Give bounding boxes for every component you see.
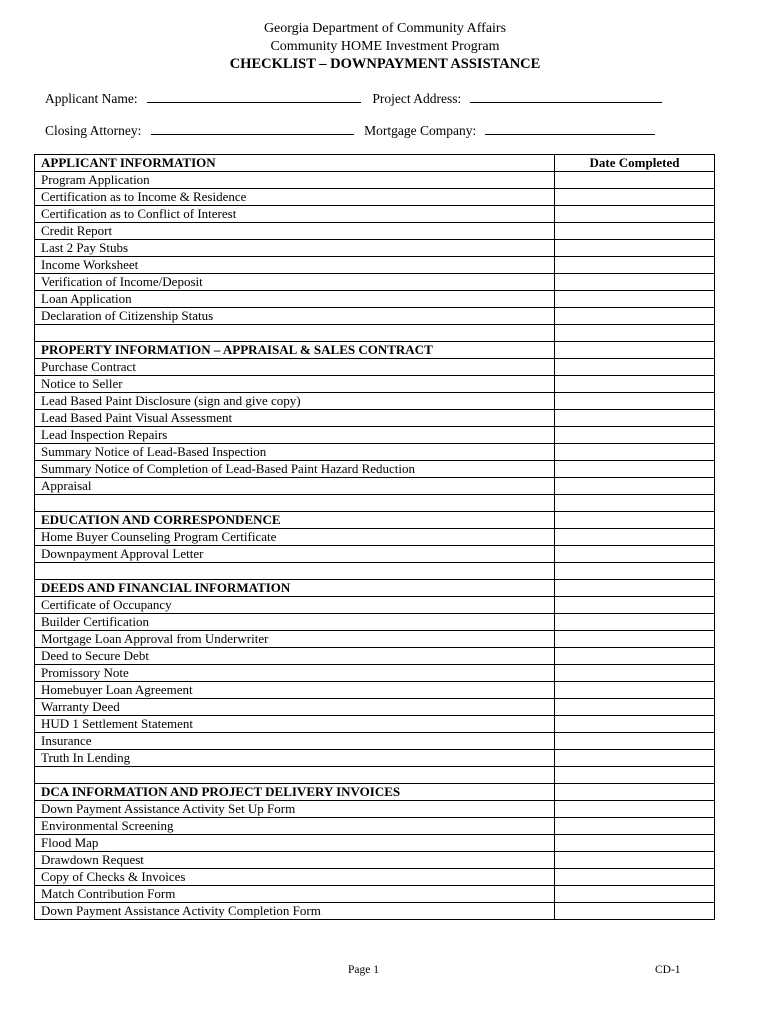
- checklist-item-label: Flood Map: [35, 835, 555, 852]
- checklist-item-label: Income Worksheet: [35, 257, 555, 274]
- checklist-item-row: [35, 240, 715, 257]
- checklist-item-row: [35, 682, 715, 699]
- checklist-item-row: [35, 172, 715, 189]
- date-completed-cell[interactable]: [555, 733, 715, 750]
- checklist-item-label: Loan Application: [35, 291, 555, 308]
- blank-cell[interactable]: [35, 325, 555, 342]
- checklist-item-label: Builder Certification: [35, 614, 555, 631]
- date-completed-cell[interactable]: [555, 886, 715, 903]
- date-completed-cell[interactable]: [555, 172, 715, 189]
- checklist-item-row: [35, 189, 715, 206]
- section-header-row: [35, 342, 715, 359]
- section-title: EDUCATION AND CORRESPONDENCE: [35, 512, 555, 529]
- checklist-item-row: [35, 478, 715, 495]
- section-header-row: [35, 512, 715, 529]
- date-completed-cell[interactable]: [555, 529, 715, 546]
- checklist-item-label: Environmental Screening: [35, 818, 555, 835]
- date-completed-cell[interactable]: [555, 869, 715, 886]
- checklist-item-row: [35, 359, 715, 376]
- date-completed-cell[interactable]: [555, 682, 715, 699]
- checklist-item-label: Home Buyer Counseling Program Certificate: [35, 529, 555, 546]
- blank-cell[interactable]: [35, 563, 555, 580]
- checklist-item-row: [35, 699, 715, 716]
- closing-attorney-label: Closing Attorney:: [45, 123, 142, 138]
- closing-attorney-field[interactable]: [151, 122, 354, 135]
- project-address-label: Project Address:: [372, 91, 462, 106]
- applicant-name-field[interactable]: [147, 90, 361, 103]
- date-completed-cell[interactable]: [555, 648, 715, 665]
- checklist-item-label: Declaration of Citizenship Status: [35, 308, 555, 325]
- header-line-program: Community HOME Investment Program: [270, 39, 500, 54]
- section-title: DCA INFORMATION AND PROJECT DELIVERY INVOICES: [35, 784, 555, 801]
- checklist-item-label: Promissory Note: [35, 665, 555, 682]
- checklist-item-row: [35, 444, 715, 461]
- checklist-item-label: Credit Report: [35, 223, 555, 240]
- checklist-item-row: [35, 631, 715, 648]
- checklist-item-row: [35, 461, 715, 478]
- blank-row: [35, 325, 715, 342]
- checklist-item-row: [35, 750, 715, 767]
- checklist-item-row: [35, 410, 715, 427]
- checklist-item-label: Appraisal: [35, 478, 555, 495]
- checklist-item-row: [35, 852, 715, 869]
- checklist-item-row: [35, 427, 715, 444]
- date-completed-cell[interactable]: [555, 563, 715, 580]
- checklist-item-label: Match Contribution Form: [35, 886, 555, 903]
- checklist-item-row: [35, 257, 715, 274]
- date-completed-cell[interactable]: [555, 410, 715, 427]
- page-number: Page 1: [348, 964, 379, 976]
- checklist-item-row: [35, 529, 715, 546]
- date-completed-cell[interactable]: [555, 512, 715, 529]
- checklist-item-row: [35, 308, 715, 325]
- checklist-item-label: Lead Based Paint Visual Assessment: [35, 410, 555, 427]
- checklist-item-label: Lead Based Paint Disclosure (sign and give copy): [35, 393, 555, 410]
- date-completed-cell[interactable]: [555, 376, 715, 393]
- checklist-item-label: Certification as to Conflict of Interest: [35, 206, 555, 223]
- checklist-item-row: [35, 223, 715, 240]
- date-completed-cell[interactable]: [555, 699, 715, 716]
- date-completed-cell[interactable]: [555, 767, 715, 784]
- date-completed-cell[interactable]: [555, 580, 715, 597]
- checklist-item-label: Last 2 Pay Stubs: [35, 240, 555, 257]
- applicant-row: [45, 90, 662, 107]
- date-completed-cell[interactable]: [555, 835, 715, 852]
- checklist-item-label: Notice to Seller: [35, 376, 555, 393]
- date-completed-cell[interactable]: [555, 291, 715, 308]
- checklist-item-label: Summary Notice of Lead-Based Inspection: [35, 444, 555, 461]
- checklist-item-row: [35, 291, 715, 308]
- checklist-item-row: [35, 376, 715, 393]
- date-completed-cell[interactable]: [555, 614, 715, 631]
- checklist-item-label: Certificate of Occupancy: [35, 597, 555, 614]
- checklist-item-row: [35, 869, 715, 886]
- checklist-item-label: Purchase Contract: [35, 359, 555, 376]
- date-completed-cell[interactable]: [555, 444, 715, 461]
- applicant-name-label: Applicant Name:: [45, 91, 138, 106]
- date-completed-cell[interactable]: [555, 257, 715, 274]
- date-completed-cell[interactable]: [555, 546, 715, 563]
- checklist-item-label: Down Payment Assistance Activity Set Up Form: [35, 801, 555, 818]
- date-completed-cell[interactable]: [555, 665, 715, 682]
- checklist-item-label: Downpayment Approval Letter: [35, 546, 555, 563]
- date-completed-cell[interactable]: [555, 461, 715, 478]
- section-title: PROPERTY INFORMATION – APPRAISAL & SALES CONTRACT: [35, 342, 555, 359]
- checklist-item-label: Summary Notice of Completion of Lead-Based Paint Hazard Reduction: [35, 461, 555, 478]
- date-completed-cell[interactable]: [555, 784, 715, 801]
- checklist-item-row: [35, 648, 715, 665]
- checklist-item-row: [35, 733, 715, 750]
- section-header-row: [35, 784, 715, 801]
- date-completed-cell[interactable]: [555, 750, 715, 767]
- attorney-row: [45, 122, 655, 139]
- checklist-item-row: [35, 835, 715, 852]
- checklist-table: [34, 154, 715, 920]
- checklist-item-row: [35, 665, 715, 682]
- date-completed-cell[interactable]: [555, 801, 715, 818]
- checklist-item-label: Insurance: [35, 733, 555, 750]
- date-completed-cell[interactable]: [555, 852, 715, 869]
- date-completed-cell[interactable]: [555, 206, 715, 223]
- date-completed-cell[interactable]: [555, 223, 715, 240]
- checklist-item-label: Lead Inspection Repairs: [35, 427, 555, 444]
- mortgage-company-label: Mortgage Company:: [364, 123, 477, 138]
- checklist-item-label: Drawdown Request: [35, 852, 555, 869]
- checklist-item-row: [35, 597, 715, 614]
- checklist-item-row: [35, 818, 715, 835]
- blank-cell[interactable]: [35, 767, 555, 784]
- checklist-item-label: Certification as to Income & Residence: [35, 189, 555, 206]
- blank-row: [35, 495, 715, 512]
- date-completed-cell[interactable]: [555, 818, 715, 835]
- blank-row: [35, 563, 715, 580]
- checklist-item-label: Program Application: [35, 172, 555, 189]
- section-title: APPLICANT INFORMATION: [35, 155, 555, 172]
- checklist-item-row: [35, 206, 715, 223]
- date-completed-cell[interactable]: [555, 597, 715, 614]
- project-address-field[interactable]: [470, 90, 662, 103]
- date-completed-cell[interactable]: [555, 189, 715, 206]
- checklist-item-label: Truth In Lending: [35, 750, 555, 767]
- checklist-item-label: Warranty Deed: [35, 699, 555, 716]
- date-completed-cell[interactable]: [555, 631, 715, 648]
- date-completed-cell[interactable]: [555, 495, 715, 512]
- date-completed-cell[interactable]: [555, 308, 715, 325]
- section-title: DEEDS AND FINANCIAL INFORMATION: [35, 580, 555, 597]
- date-completed-cell[interactable]: [555, 478, 715, 495]
- checklist-item-row: [35, 546, 715, 563]
- date-completed-cell[interactable]: [555, 274, 715, 291]
- date-completed-cell[interactable]: [555, 342, 715, 359]
- checklist-item-row: [35, 903, 715, 920]
- date-completed-header: Date Completed: [555, 155, 715, 172]
- date-completed-cell[interactable]: [555, 903, 715, 920]
- section-header-row: [35, 580, 715, 597]
- checklist-item-row: [35, 393, 715, 410]
- checklist-item-label: HUD 1 Settlement Statement: [35, 716, 555, 733]
- header-line-agency: Georgia Department of Community Affairs: [263, 21, 507, 36]
- checklist-item-label: Mortgage Loan Approval from Underwriter: [35, 631, 555, 648]
- form-code: CD-1: [655, 964, 681, 976]
- checklist-item-label: Copy of Checks & Invoices: [35, 869, 555, 886]
- date-completed-cell[interactable]: [555, 393, 715, 410]
- date-completed-cell[interactable]: [555, 716, 715, 733]
- date-completed-cell[interactable]: [555, 427, 715, 444]
- page-title: CHECKLIST – DOWNPAYMENT ASSISTANCE: [229, 56, 541, 72]
- section-header-row: [35, 155, 715, 172]
- checklist-item-row: [35, 716, 715, 733]
- checklist-item-label: Deed to Secure Debt: [35, 648, 555, 665]
- blank-cell[interactable]: [35, 495, 555, 512]
- checklist-item-label: Down Payment Assistance Activity Completion Form: [35, 903, 555, 920]
- checklist-item-row: [35, 274, 715, 291]
- date-completed-cell[interactable]: [555, 325, 715, 342]
- checklist-item-row: [35, 614, 715, 631]
- mortgage-company-field[interactable]: [485, 122, 655, 135]
- date-completed-cell[interactable]: [555, 359, 715, 376]
- blank-row: [35, 767, 715, 784]
- checklist-item-row: [35, 801, 715, 818]
- checklist-item-row: [35, 886, 715, 903]
- date-completed-cell[interactable]: [555, 240, 715, 257]
- checklist-item-label: Verification of Income/Deposit: [35, 274, 555, 291]
- checklist-item-label: Homebuyer Loan Agreement: [35, 682, 555, 699]
